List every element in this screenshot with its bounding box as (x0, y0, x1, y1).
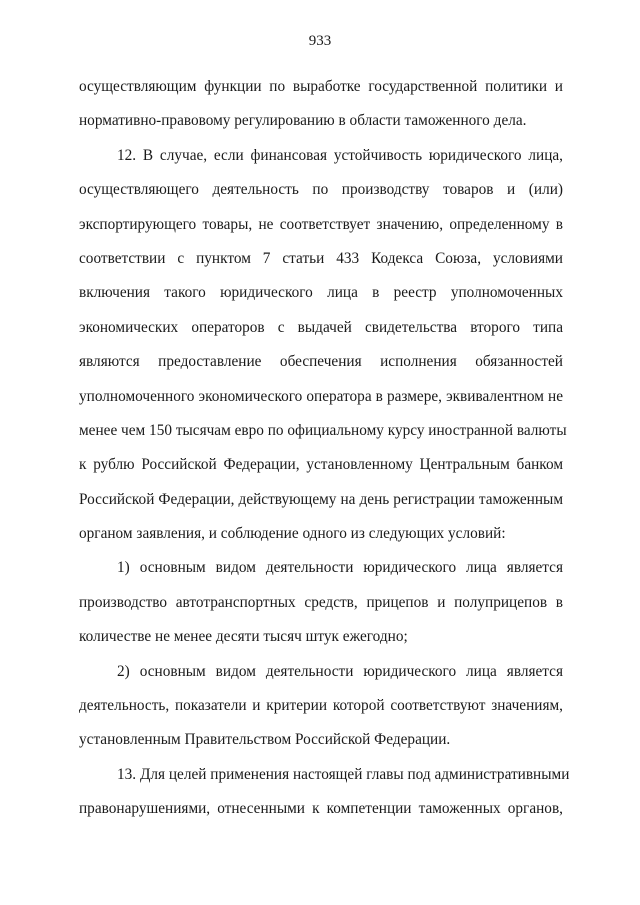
text-line: уполномоченного экономического оператора в размере, эквивалентном не (79, 387, 563, 405)
document-body (79, 70, 570, 827)
text-line: установленным Правительством Российской Федерации. (79, 731, 451, 749)
text-line: соответствии с пунктом 7 статьи 433 Кодекса Союза, условиями (79, 249, 563, 267)
text-line: деятельность, показатели и критерии которой соответствуют значениям, (79, 697, 563, 715)
text-line: менее чем 150 тысячам евро по официальному курсу иностранной валюты (79, 421, 567, 439)
text-line: осуществляющего деятельность по производству товаров и (или) (79, 181, 563, 199)
page-number: 933 (308, 33, 332, 49)
text-line: Российской Федерации, действующему на день регистрации таможенным (79, 490, 563, 508)
text-line: производство автотранспортных средств, прицепов и полуприцепов в (79, 593, 563, 611)
paragraph-continuation (79, 70, 563, 139)
text-line: 12. В случае, если финансовая устойчивость юридического лица, (117, 146, 563, 164)
list-item-1 (79, 551, 563, 654)
text-line: правонарушениями, отнесенными к компетенции таможенных органов, (79, 800, 563, 818)
text-line: количестве не менее десяти тысяч штук ежегодно; (79, 628, 408, 646)
text-line: органом заявления, и соблюдение одного из следующих условий: (79, 525, 506, 543)
text-line: нормативно-правовому регулированию в области таможенного дела. (79, 112, 527, 130)
paragraph-13 (79, 758, 570, 827)
text-line: осуществляющим функции по выработке государственной политики и (79, 78, 563, 95)
text-line: являются предоставление обеспечения исполнения обязанностей (79, 353, 563, 371)
text-line: 2) основным видом деятельности юридического лица является (117, 662, 563, 680)
list-item-2 (79, 655, 563, 758)
text-line: к рублю Российской Федерации, установленному Центральным банком (79, 456, 563, 474)
text-line: 13. Для целей применения настоящей главы под административными (117, 765, 570, 783)
paragraph-12 (79, 139, 567, 552)
text-line: экономических операторов с выдачей свидетельства второго типа (79, 318, 563, 336)
text-line: 1) основным видом деятельности юридического лица является (117, 559, 563, 577)
text-line: экспортирующего товары, не соответствует значению, определенному в (79, 215, 563, 233)
text-line: включения такого юридического лица в реестр уполномоченных (79, 284, 563, 302)
